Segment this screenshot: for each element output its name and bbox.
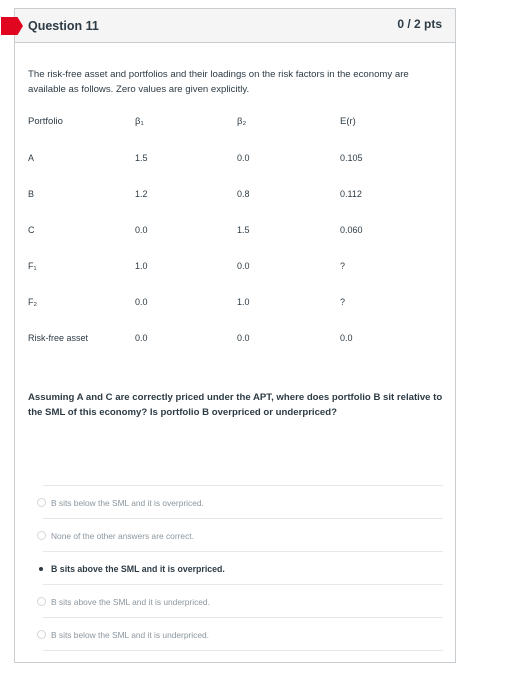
answer-label: B sits above the SML and it is overpriced. <box>51 564 225 574</box>
answer-option[interactable] <box>51 498 204 508</box>
question-title: Question 11 <box>28 19 99 33</box>
table-cell-portfolio: Risk-free asset <box>28 333 89 343</box>
question-card <box>14 8 456 663</box>
table-cell-beta1: 0.0 <box>135 225 148 235</box>
answer-divider <box>43 518 443 519</box>
question-header <box>15 9 455 43</box>
table-cell-expected-return: 0.060 <box>340 225 363 235</box>
table-header-beta1: β₁ <box>135 116 144 127</box>
table-cell-expected-return: 0.0 <box>340 333 353 343</box>
table-cell-expected-return: 0.105 <box>340 153 363 163</box>
table-cell-beta2: 1.5 <box>237 225 250 235</box>
radio-icon[interactable] <box>37 630 46 639</box>
radio-selected-icon[interactable] <box>37 564 46 573</box>
table-cell-portfolio: F₁ <box>28 261 37 271</box>
answer-label: None of the other answers are correct. <box>51 531 194 541</box>
answer-label: B sits below the SML and it is overpriced. <box>51 498 204 508</box>
table-header-portfolio: Portfolio <box>28 116 63 127</box>
table-cell-expected-return: 0.112 <box>340 189 362 199</box>
table-cell-beta1: 1.2 <box>135 189 148 199</box>
answer-divider <box>43 584 443 585</box>
table-cell-portfolio: A <box>28 153 35 163</box>
radio-icon[interactable] <box>37 531 46 540</box>
table-cell-portfolio: B <box>28 189 35 199</box>
table-cell-beta1: 1.0 <box>135 261 148 271</box>
table-header-expected-return: E(r) <box>340 116 356 127</box>
question-points: 0 / 2 pts <box>397 17 442 31</box>
table-cell-portfolio: C <box>28 225 35 235</box>
table-cell-portfolio: F₂ <box>28 297 37 307</box>
answer-option[interactable] <box>51 531 194 541</box>
radio-icon[interactable] <box>37 597 46 606</box>
table-cell-expected-return: ? <box>340 261 346 271</box>
answer-divider <box>43 551 443 552</box>
table-cell-beta1: 0.0 <box>135 333 148 343</box>
answer-option[interactable] <box>51 630 209 640</box>
table-cell-beta2: 0.0 <box>237 153 250 163</box>
table-cell-beta2: 0.0 <box>237 261 250 271</box>
table-cell-beta2: 0.8 <box>237 189 250 199</box>
table-cell-beta1: 1.5 <box>135 153 148 163</box>
answer-divider <box>43 650 443 651</box>
question-intro: The risk-free asset and portfolios and their loadings on the risk factors in the economy are available as follows. Zero values are given explicitly. <box>28 69 409 95</box>
answer-option[interactable] <box>51 597 210 607</box>
table-cell-beta2: 1.0 <box>237 297 250 307</box>
table-cell-beta2: 0.0 <box>237 333 250 343</box>
answer-label: B sits above the SML and it is underpriced. <box>51 597 210 607</box>
question-prompt: Assuming A and C are correctly priced under the APT, where does portfolio B sit relative to the SML of this economy? Is portfolio B overpriced or underpriced? <box>28 392 443 418</box>
table-cell-beta1: 0.0 <box>135 297 148 307</box>
answer-divider <box>43 485 443 486</box>
radio-icon[interactable] <box>37 498 46 507</box>
flag-icon <box>1 17 23 35</box>
answer-option[interactable] <box>51 564 225 574</box>
table-header-beta2: β₂ <box>237 116 247 127</box>
answer-divider <box>43 617 443 618</box>
table-cell-expected-return: ? <box>340 297 346 307</box>
answer-label: B sits below the SML and it is underpriced. <box>51 630 209 640</box>
